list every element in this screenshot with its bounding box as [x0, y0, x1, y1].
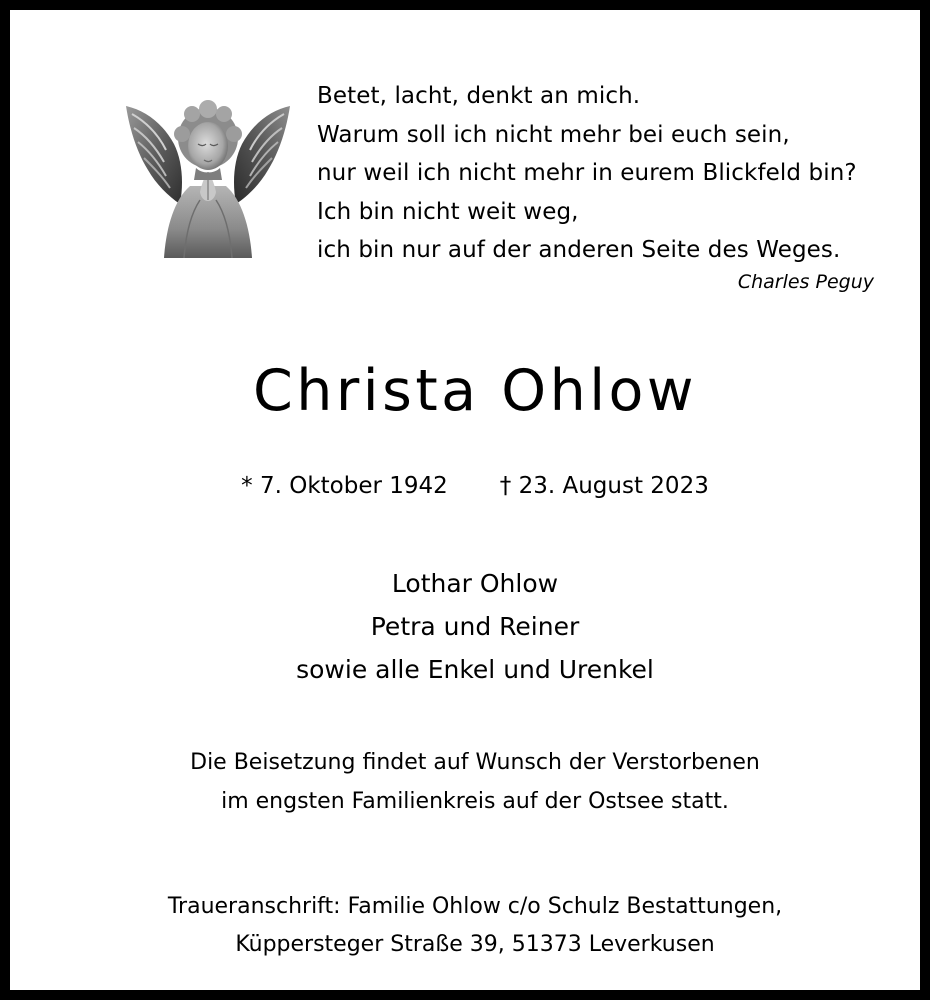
poem-line: Betet, lacht, denkt an mich.: [317, 83, 641, 109]
poem-line: Ich bin nicht weit weg,: [317, 198, 579, 225]
life-dates: [10, 470, 930, 502]
address-line: Küppersteger Straße 39, 51373 Leverkusen: [235, 932, 715, 957]
praying-angel-icon: [122, 100, 294, 258]
death-date: † 23. August 2023: [499, 473, 709, 499]
poem-author: Charles Peguy: [737, 271, 874, 293]
address-line: Traueranschrift: Familie Ohlow c/o Schulz Bestattungen,: [167, 894, 783, 919]
poem-line: nur weil ich nicht mehr in eurem Blickfeld bin?: [317, 160, 857, 186]
poem-line: ich bin nur auf der anderen Seite des Weges.: [317, 237, 841, 263]
poem: [317, 77, 897, 270]
mourners: [10, 562, 930, 691]
angel-statue-image: [122, 100, 294, 258]
mourner-line: Petra und Reiner: [370, 612, 580, 641]
mourner-line: Lothar Ohlow: [391, 569, 559, 598]
burial-notice-line: Die Beisetzung findet auf Wunsch der Verstorbenen: [190, 750, 760, 775]
mourning-address: [10, 888, 930, 964]
birth-date: * 7. Oktober 1942: [241, 473, 448, 499]
poem-line: Warum soll ich nicht mehr bei euch sein,: [317, 121, 790, 148]
mourner-line: sowie alle Enkel und Urenkel: [296, 655, 654, 684]
burial-notice-line: im engsten Familienkreis auf der Ostsee statt.: [221, 789, 729, 814]
burial-notice: [10, 743, 930, 821]
deceased-name: Christa Ohlow: [252, 358, 698, 424]
